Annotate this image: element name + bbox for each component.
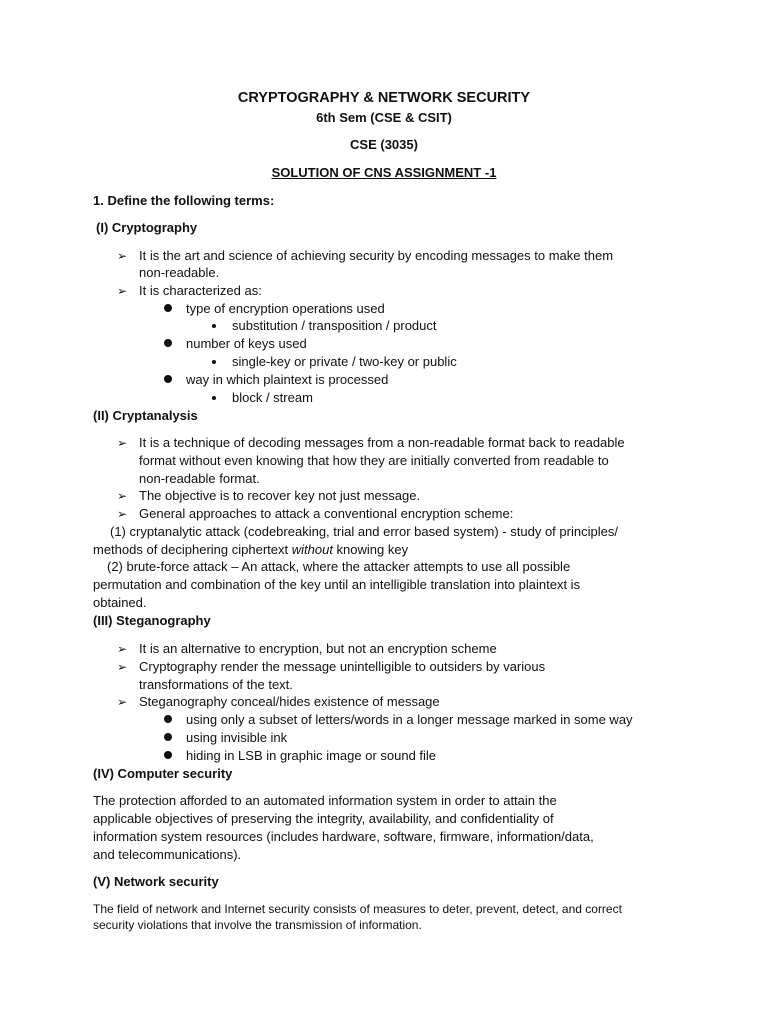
- bullet-dot-icon: [164, 304, 172, 312]
- cryptography-point-1-cont: non-readable.: [139, 265, 220, 280]
- bullet-dot-icon: [164, 715, 172, 723]
- attack-1-cont: methods of deciphering ciphertext without knowing key: [93, 542, 409, 557]
- cryptography-point-2: It is characterized as:: [139, 283, 262, 298]
- computer-security-line-3: information system resources (includes hardware, software, firmware, information/data,: [93, 829, 594, 844]
- bullet-dot-icon: [164, 733, 172, 741]
- network-security-line-2: security violations that involve the transmission of information.: [93, 918, 422, 932]
- cryptography-point-1: It is the art and science of achieving security by encoding messages to make them: [139, 248, 614, 263]
- network-security-line-1: The field of network and Internet security consists of measures to deter, prevent, detect, and correct: [93, 902, 622, 916]
- assignment-title: SOLUTION OF CNS ASSIGNMENT -1: [271, 165, 497, 180]
- computer-security-line-2: applicable objectives of preserving the integrity, availability, and confidentiality of: [93, 811, 554, 826]
- steganography-point-1: It is an alternative to encryption, but not an encryption scheme: [139, 641, 497, 656]
- section-heading-steganography: (III) Steganography: [93, 613, 211, 628]
- cryptanalysis-point-1-cont2: non-readable format.: [139, 471, 260, 486]
- characteristic-2-detail: single-key or private / two-key or public: [232, 354, 457, 369]
- cryptanalysis-point-1: It is a technique of decoding messages from a non-readable format back to readable: [139, 435, 625, 450]
- attack-2-cont: permutation and combination of the key until an intelligible translation into plaintext is: [93, 577, 581, 592]
- section-heading-cryptanalysis: (II) Cryptanalysis: [93, 408, 198, 423]
- attack-2-cont2: obtained.: [93, 595, 147, 610]
- computer-security-line-1: The protection afforded to an automated information system in order to attain the: [93, 793, 557, 808]
- characteristic-2: number of keys used: [186, 336, 307, 351]
- computer-security-line-4: and telecommunications).: [93, 847, 242, 862]
- steganography-method-2: using invisible ink: [186, 730, 288, 745]
- sub-bullet-icon: [212, 324, 216, 328]
- arrow-bullet-icon: ➢: [117, 284, 128, 298]
- sub-bullet-icon: [212, 396, 216, 400]
- cryptanalysis-point-2: The objective is to recover key not just message.: [139, 488, 421, 503]
- arrow-bullet-icon: ➢: [117, 436, 128, 450]
- section-heading-computer-security: (IV) Computer security: [93, 766, 233, 781]
- document-title: CRYPTOGRAPHY & NETWORK SECURITY: [237, 90, 531, 106]
- question-heading: 1. Define the following terms:: [93, 193, 275, 208]
- cryptanalysis-point-1-cont: format without even knowing that how they are initially converted from readable to: [139, 453, 609, 468]
- course-code: CSE (3035): [350, 137, 418, 152]
- characteristic-3: way in which plaintext is processed: [186, 372, 389, 387]
- characteristic-1-detail: substitution / transposition / product: [232, 318, 437, 333]
- sub-bullet-icon: [212, 360, 216, 364]
- steganography-point-2-cont: transformations of the text.: [139, 677, 293, 692]
- steganography-method-3: hiding in LSB in graphic image or sound file: [186, 748, 437, 763]
- steganography-method-1: using only a subset of letters/words in a longer message marked in some way: [186, 712, 633, 727]
- arrow-bullet-icon: ➢: [117, 507, 128, 521]
- characteristic-1: type of encryption operations used: [186, 301, 385, 316]
- section-heading-network-security: (V) Network security: [93, 874, 219, 889]
- semester-label: 6th Sem (CSE & CSIT): [316, 110, 452, 125]
- bullet-dot-icon: [164, 751, 172, 759]
- steganography-point-3: Steganography conceal/hides existence of message: [139, 694, 440, 709]
- steganography-point-2: Cryptography render the message unintelligible to outsiders by various: [139, 659, 546, 674]
- attack-1: (1) cryptanalytic attack (codebreaking, trial and error based system) - study of principles/: [110, 524, 618, 539]
- arrow-bullet-icon: ➢: [117, 642, 128, 656]
- bullet-dot-icon: [164, 375, 172, 383]
- arrow-bullet-icon: ➢: [117, 660, 128, 674]
- characteristic-3-detail: block / stream: [232, 390, 313, 405]
- cryptanalysis-point-3: General approaches to attack a conventional encryption scheme:: [139, 506, 514, 521]
- arrow-bullet-icon: ➢: [117, 249, 128, 263]
- attack-2: (2) brute-force attack – An attack, where the attacker attempts to use all possible: [107, 559, 571, 574]
- section-heading-cryptography: (I) Cryptography: [96, 220, 198, 235]
- arrow-bullet-icon: ➢: [117, 695, 128, 709]
- arrow-bullet-icon: ➢: [117, 489, 128, 503]
- bullet-dot-icon: [164, 339, 172, 347]
